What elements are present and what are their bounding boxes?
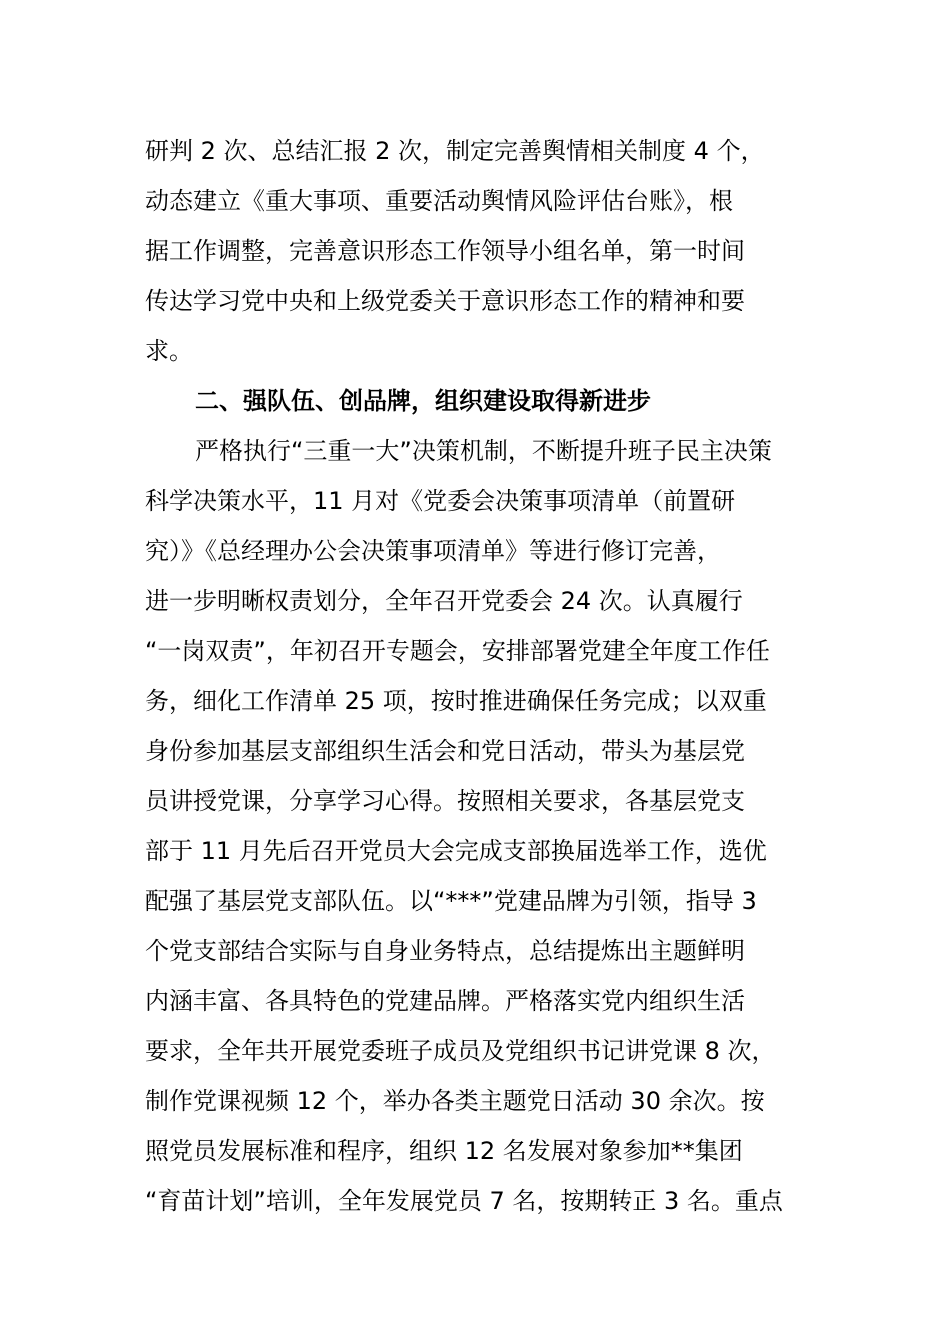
paragraph-line: 身份参加基层支部组织生活会和党日活动，带头为基层党 — [145, 737, 745, 765]
paragraph-line: 部于 11 月先后召开党员大会完成支部换届选举工作，选优 — [145, 837, 767, 865]
paragraph-line: 传达学习党中央和上级党委关于意识形态工作的精神和要 — [145, 287, 745, 315]
paragraph-line: 内涵丰富、各具特色的党建品牌。严格落实党内组织生活 — [145, 987, 745, 1015]
paragraph-line: “一岗双责”，年初召开专题会，安排部署党建全年度工作任 — [145, 637, 770, 665]
paragraph-line: 求。 — [145, 337, 193, 365]
paragraph-line: 照党员发展标准和程序，组织 12 名发展对象参加**集团 — [145, 1137, 743, 1165]
paragraph-line: 要求，全年共开展党委班子成员及党组织书记讲党课 8 次， — [145, 1037, 776, 1065]
paragraph-line: 科学决策水平，11 月对《党委会决策事项清单（前置研 — [145, 487, 736, 515]
document-body — [145, 126, 835, 1226]
paragraph-line: 进一步明晰权责划分，全年召开党委会 24 次。认真履行 — [145, 587, 743, 615]
section-heading: 二、强队伍、创品牌，组织建设取得新进步 — [195, 387, 651, 415]
paragraph-line: 员讲授党课，分享学习心得。按照相关要求，各基层党支 — [145, 787, 745, 815]
paragraph-line: “育苗计划”培训，全年发展党员 7 名，按期转正 3 名。重点 — [145, 1187, 783, 1215]
paragraph-line: 动态建立《重大事项、重要活动舆情风险评估台账》，根 — [145, 187, 733, 215]
paragraph-line: 据工作调整，完善意识形态工作领导小组名单，第一时间 — [145, 237, 745, 265]
paragraph-line: 制作党课视频 12 个，举办各类主题党日活动 30 余次。按 — [145, 1087, 765, 1115]
paragraph-line: 配强了基层党支部队伍。以“***”党建品牌为引领，指导 3 — [145, 887, 757, 915]
paragraph-line: 个党支部结合实际与自身业务特点，总结提炼出主题鲜明 — [145, 937, 745, 965]
paragraph-line: 研判 2 次、总结汇报 2 次，制定完善舆情相关制度 4 个， — [145, 137, 765, 165]
paragraph-line: 究）》《总经理办公会决策事项清单》等进行修订完善， — [145, 537, 721, 565]
paragraph-line: 务，细化工作清单 25 项，按时推进确保任务完成；以双重 — [145, 687, 767, 715]
paragraph-line: 严格执行“三重一大”决策机制，不断提升班子民主决策 — [195, 437, 772, 465]
